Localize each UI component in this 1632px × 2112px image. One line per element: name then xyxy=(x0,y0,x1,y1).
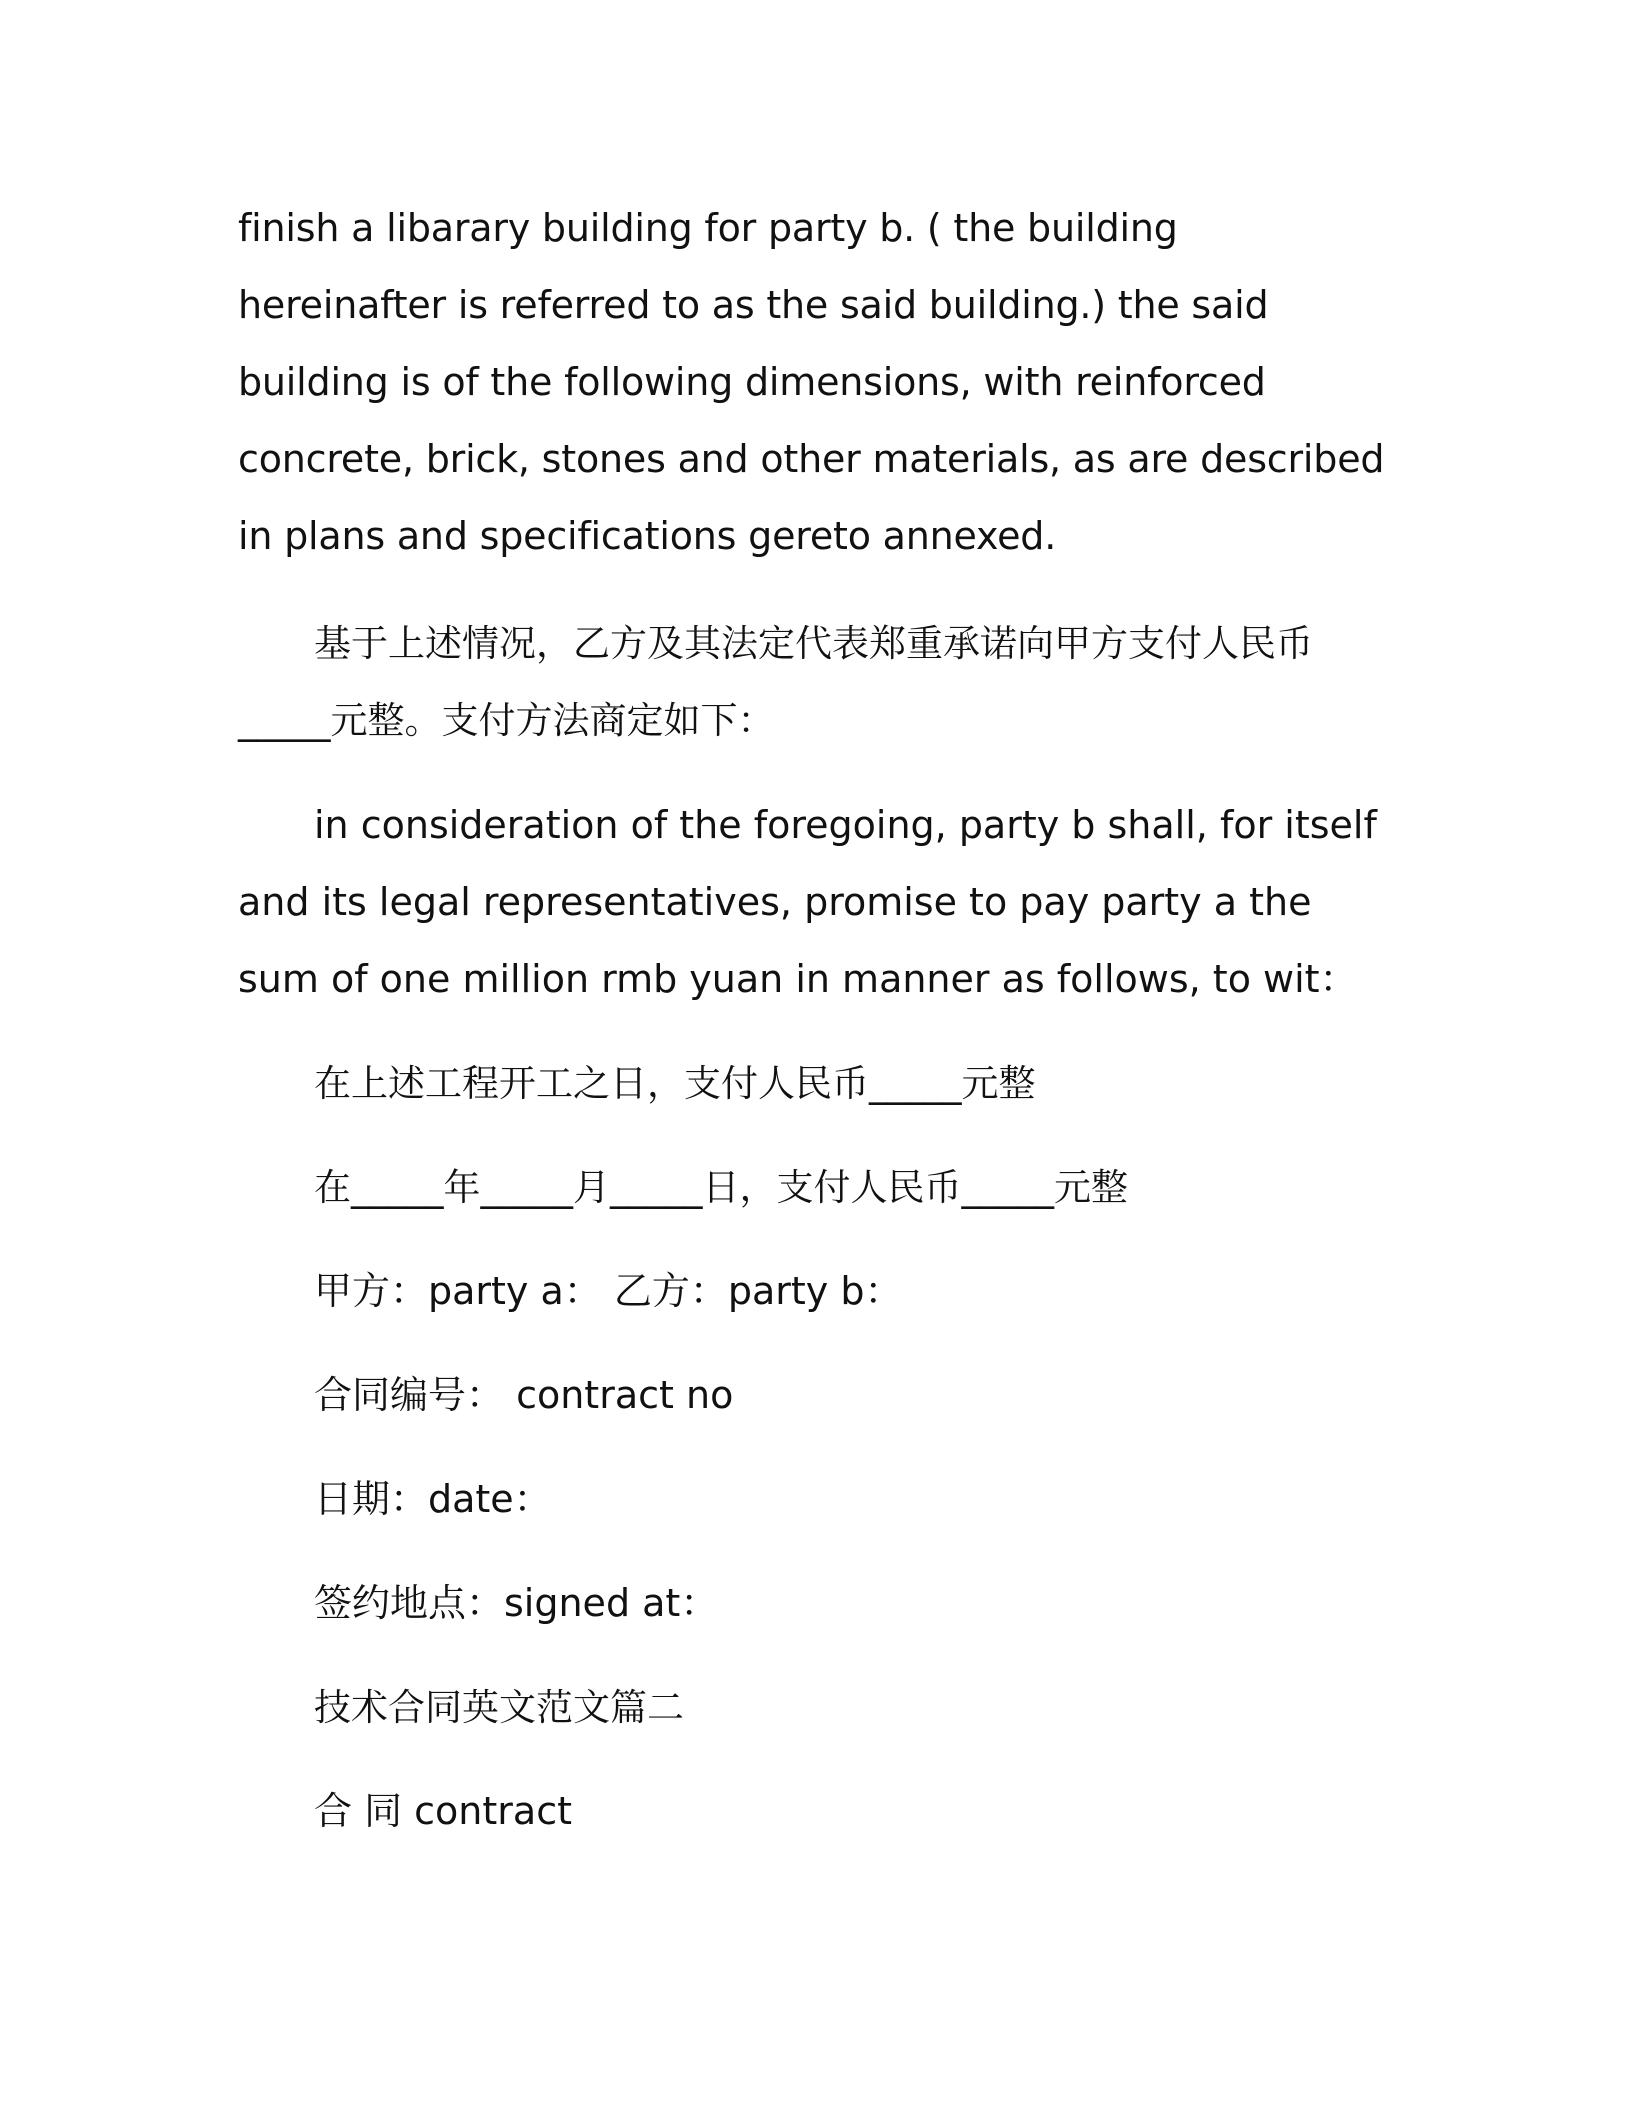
paragraph-payment-commitment-en: in consideration of the foregoing, party b shall, for itself and its legal representatives, promise to pay party a the sum of one million rmb yuan in manner as follows, to wit： xyxy=(238,803,1377,1001)
paragraph-date: 日期：date： xyxy=(314,1477,552,1521)
paragraph-second-payment: 在_____年_____月_____日，支付人民币_____元整 xyxy=(314,1166,1128,1209)
paragraph-section-title: 技术合同英文范文篇二 xyxy=(314,1686,684,1729)
paragraph-contract-number: 合同编号： contract no xyxy=(314,1373,734,1417)
document-body xyxy=(238,190,1388,1850)
paragraph-signed-at: 签约地点：signed at： xyxy=(314,1581,719,1625)
paragraph-contract-heading: 合 同 contract xyxy=(314,1789,572,1833)
paragraph-first-payment: 在上述工程开工之日，支付人民币_____元整 xyxy=(314,1062,1036,1105)
paragraph-building-description: finish a libarary building for party b. ( the building hereinafter is referred to as the said building.) the said building is of the following dimensions, with reinforced concrete, brick, stones and other materials, as are described in plans and specifications gereto annexed. xyxy=(238,206,1385,558)
paragraph-parties: 甲方：party a： 乙方：party b： xyxy=(314,1269,903,1313)
paragraph-payment-commitment-zh: 基于上述情况，乙方及其法定代表郑重承诺向甲方支付人民币_____元整。支付方法商定如下： xyxy=(238,622,1313,742)
